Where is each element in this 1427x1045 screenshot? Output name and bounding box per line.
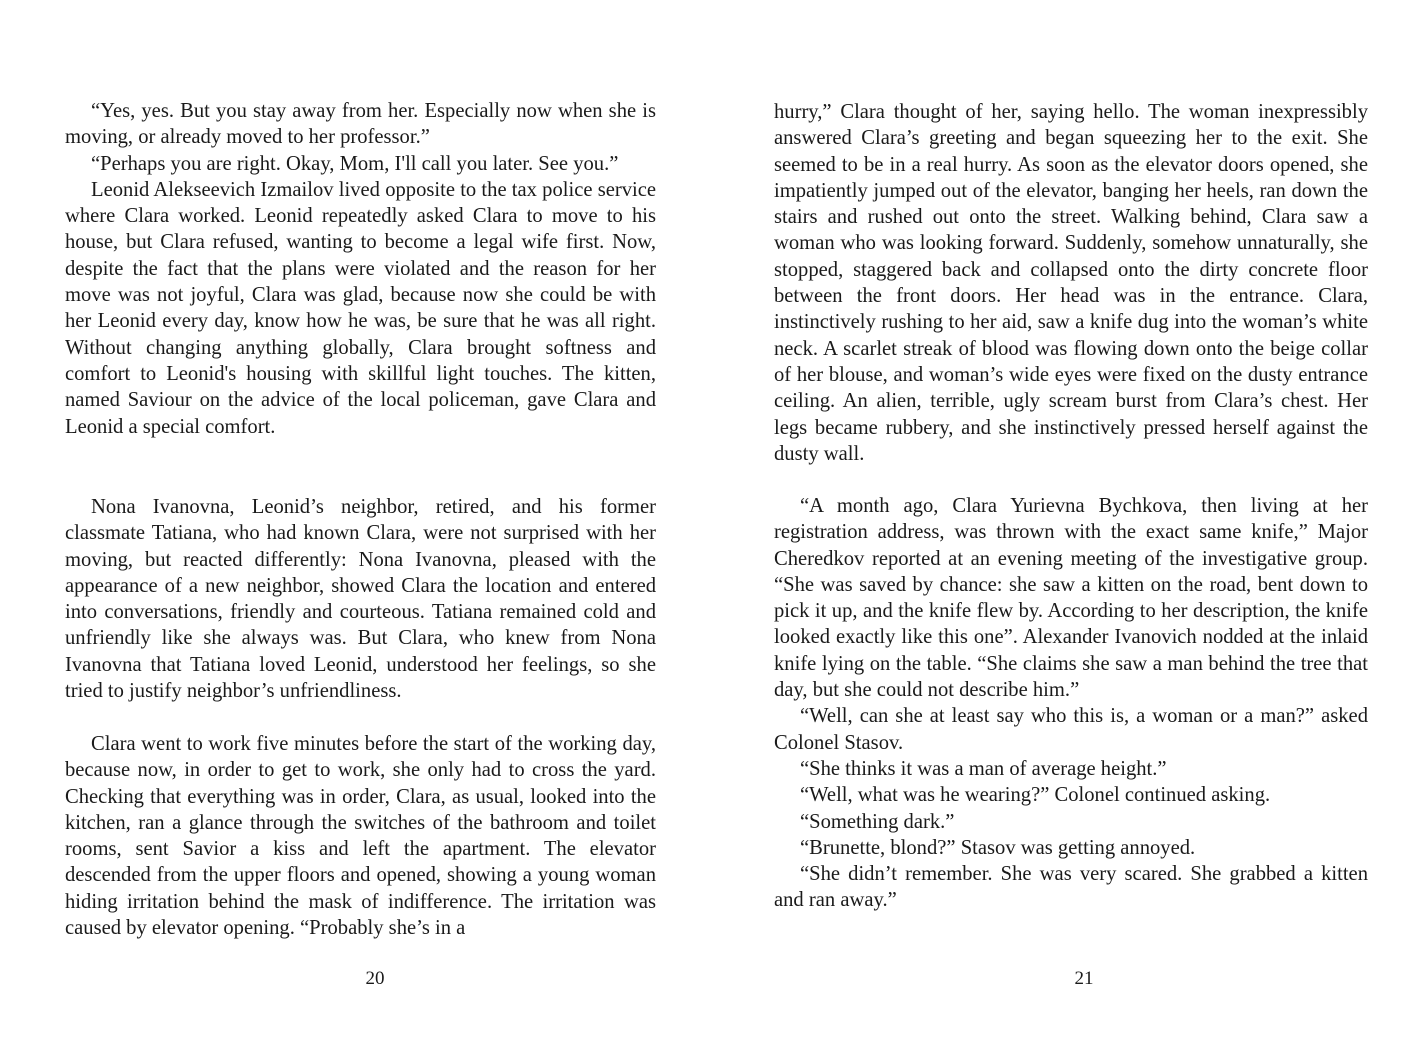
left-section-3 [65,731,656,941]
paragraph: hurry,” Clara thought of her, saying hello. The woman inexpressibly answered Clara’s greeting and began squeezing her to the exit. She seemed to be in a real hurry. As soon as the elevator doors opened, she impatiently jumped out of the elevator, banging her heels, ran down the stairs and rushed out onto the street. Walking behind, Clara saw a woman who was looking forward. Suddenly, somehow unnaturally, she stopped, staggered back and collapsed onto the dirty concrete floor between the front doors. Her head was in the entrance. Clara, instinctively rushing to her aid, saw a knife dug into the woman’s white neck. A scarlet streak of blood was flowing down onto the beige collar of her blouse, and woman’s wide eyes were fixed on the dusty entrance ceiling. An alien, terrible, ugly scream burst from Clara’s chest. Her legs became rubbery, and she instinctively pressed herself against the dusty wall. [774,101,1368,465]
paragraph: “Well, what was he wearing?” Colonel continued asking. [800,784,1271,807]
paragraph: Leonid Alekseevich Izmailov lived opposite to the tax police service where Clara worked. Leonid repeatedly asked Clara to move to his house, but Clara refused, wanting to become a legal wife first. Now, despite the fact that the plans were violated and the reason for her move was not joyful, Clara was glad, because now she could be with her Leonid every day, know how he was, be sure that he was all right. Without changing anything globally, Clara brought softness and comfort to Leonid's housing with skillful light touches. The kitten, named Saviour on the advice of the local policeman, gave Clara and Leonid a special comfort. [65,178,656,438]
paragraph: “She didn’t remember. She was very scared. She grabbed a kitten and ran away.” [774,863,1368,912]
paragraph: “Well, can she at least say who this is, a woman or a man?” asked Colonel Stasov. [774,705,1368,754]
left-section-2 [65,494,656,704]
paragraph: “Brunette, blond?” Stasov was getting annoyed. [800,836,1196,859]
paragraph: “Yes, yes. But you stay away from her. Especially now when she is moving, or already moved to her professor.” [65,100,656,149]
paragraph: Nona Ivanovna, Leonid’s neighbor, retired, and his former classmate Tatiana, who had known Clara, were not surprised with her moving, but reacted differently: Nona Ivanovna, pleased with the appearance of a new neighbor, showed Clara the location and entered into conversations, friendly and courteous. Tatiana remained cold and unfriendly like she always was. But Clara, who knew from Nona Ivanovna that Tatiana loved Leonid, understood her feelings, so she tried to justify neighbor’s unfriendliness. [65,496,656,703]
page-number: 21 [1074,968,1094,989]
left-page [0,0,713,1045]
page-number: 20 [365,968,385,989]
right-section-1 [774,99,1368,467]
paragraph: “Something dark.” [800,810,955,833]
paragraph: “Perhaps you are right. Okay, Mom, I'll call you later. See you.” [91,152,619,175]
left-section-1 [65,98,656,440]
paragraph: “She thinks it was a man of average height.” [800,757,1167,780]
paragraph: Clara went to work five minutes before the start of the working day, because now, in order to get to work, she only had to cross the yard. Checking that everything was in order, Clara, as usual, looked into the kitchen, ran a glance through the switches of the bathroom and toilet rooms, sent Savior a kiss and left the apartment. The elevator descended from the upper floors and opened, showing a young woman hiding irritation behind the mask of indifference. The irritation was caused by elevator opening. “Probably she’s in a [65,733,656,940]
right-section-2 [774,493,1368,914]
paragraph: “A month ago, Clara Yurievna Bychkova, then living at her registration address, was thrown with the exact same knife,” Major Cheredkov reported at an evening meeting of the investigative group. “She was saved by chance: she saw a kitten on the road, bent down to pick it up, and the knife flew by. According to her description, the knife looked exactly like this one”. Alexander Ivanovich nodded at the inlaid knife lying on the table. “She claims she saw a man behind the tree that day, but she could not describe him.” [774,495,1368,702]
right-page [713,0,1427,1045]
